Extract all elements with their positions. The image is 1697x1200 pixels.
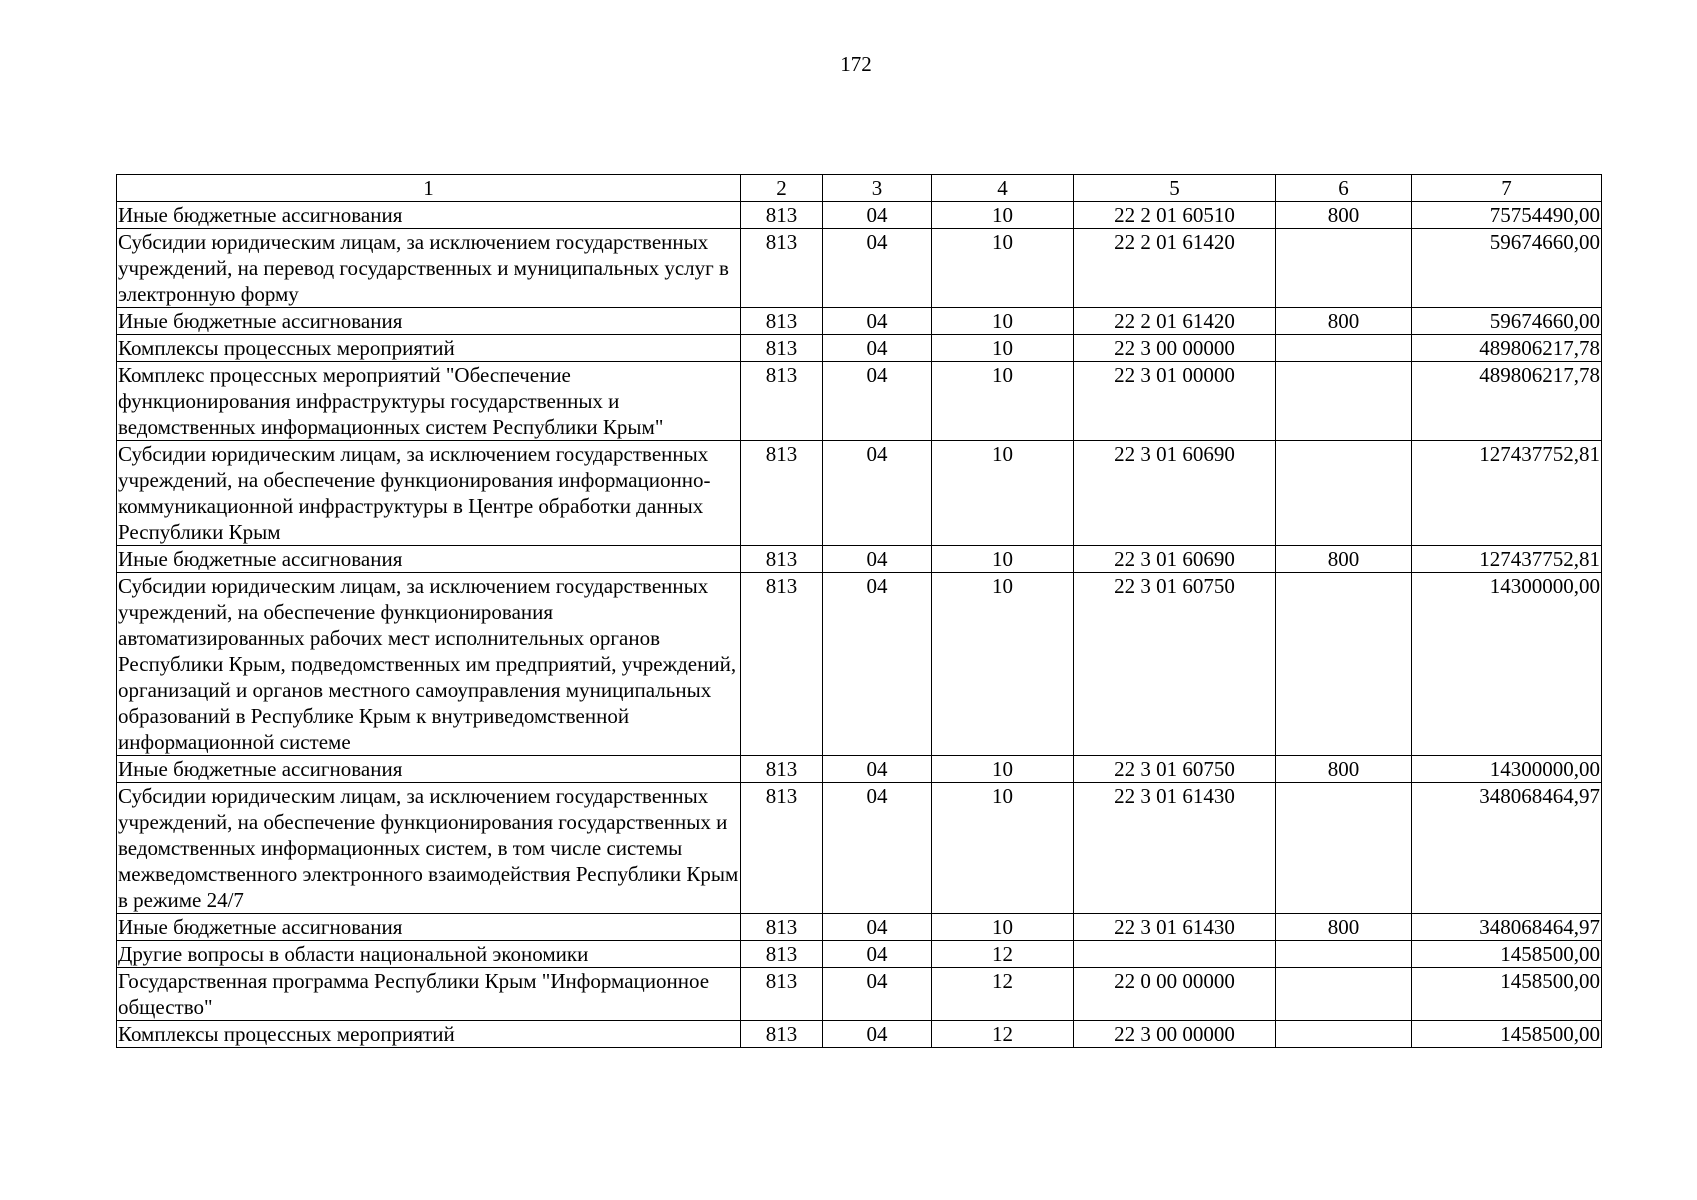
table-row bbox=[117, 914, 1602, 941]
table-row bbox=[117, 573, 1602, 756]
target-article-code: 22 3 00 00000 bbox=[1074, 335, 1276, 362]
section-code: 04 bbox=[823, 441, 932, 546]
expense-type-code: 800 bbox=[1276, 202, 1412, 229]
row-name: Комплекс процессных мероприятий "Обеспечение функционирования инфраструктуры государственных и ведомственных информационных систем Республики Крым" bbox=[117, 362, 741, 441]
expense-type-code bbox=[1276, 229, 1412, 308]
section-code: 04 bbox=[823, 335, 932, 362]
section-code: 04 bbox=[823, 202, 932, 229]
target-article-code: 22 2 01 61420 bbox=[1074, 229, 1276, 308]
row-name: Государственная программа Республики Крым "Информационное общество" bbox=[117, 968, 741, 1021]
amount: 348068464,97 bbox=[1412, 914, 1602, 941]
subsection-code: 12 bbox=[932, 941, 1074, 968]
column-header: 1 bbox=[117, 175, 741, 202]
ministry-code: 813 bbox=[741, 914, 823, 941]
page-number: 172 bbox=[840, 52, 872, 76]
expense-type-code bbox=[1276, 1021, 1412, 1048]
expense-type-code: 800 bbox=[1276, 546, 1412, 573]
table-row bbox=[117, 441, 1602, 546]
amount: 59674660,00 bbox=[1412, 308, 1602, 335]
target-article-code: 22 2 01 61420 bbox=[1074, 308, 1276, 335]
row-name: Субсидии юридическим лицам, за исключением государственных учреждений, на обеспечение функционирования государственных и ведомственных информационных систем, в том числе системы межведомственного электронного взаимодействия Республики Крым в режиме 24/7 bbox=[117, 783, 741, 914]
subsection-code: 10 bbox=[932, 573, 1074, 756]
ministry-code: 813 bbox=[741, 783, 823, 914]
table-row bbox=[117, 941, 1602, 968]
target-article-code: 22 3 00 00000 bbox=[1074, 1021, 1276, 1048]
target-article-code: 22 3 01 60690 bbox=[1074, 441, 1276, 546]
amount: 59674660,00 bbox=[1412, 229, 1602, 308]
target-article-code bbox=[1074, 941, 1276, 968]
column-header: 7 bbox=[1412, 175, 1602, 202]
section-code: 04 bbox=[823, 546, 932, 573]
subsection-code: 12 bbox=[932, 1021, 1074, 1048]
table-row bbox=[117, 546, 1602, 573]
amount: 75754490,00 bbox=[1412, 202, 1602, 229]
target-article-code: 22 3 01 60750 bbox=[1074, 756, 1276, 783]
subsection-code: 12 bbox=[932, 968, 1074, 1021]
section-code: 04 bbox=[823, 229, 932, 308]
section-code: 04 bbox=[823, 783, 932, 914]
target-article-code: 22 3 01 00000 bbox=[1074, 362, 1276, 441]
expense-type-code bbox=[1276, 941, 1412, 968]
table-row bbox=[117, 229, 1602, 308]
ministry-code: 813 bbox=[741, 229, 823, 308]
target-article-code: 22 3 01 60690 bbox=[1074, 546, 1276, 573]
ministry-code: 813 bbox=[741, 362, 823, 441]
ministry-code: 813 bbox=[741, 573, 823, 756]
target-article-code: 22 3 01 61430 bbox=[1074, 783, 1276, 914]
section-code: 04 bbox=[823, 1021, 932, 1048]
ministry-code: 813 bbox=[741, 756, 823, 783]
amount: 127437752,81 bbox=[1412, 441, 1602, 546]
table-row bbox=[117, 202, 1602, 229]
expense-type-code bbox=[1276, 441, 1412, 546]
row-name: Иные бюджетные ассигнования bbox=[117, 756, 741, 783]
amount: 348068464,97 bbox=[1412, 783, 1602, 914]
target-article-code: 22 3 01 61430 bbox=[1074, 914, 1276, 941]
table-row bbox=[117, 968, 1602, 1021]
ministry-code: 813 bbox=[741, 1021, 823, 1048]
target-article-code: 22 2 01 60510 bbox=[1074, 202, 1276, 229]
expense-type-code: 800 bbox=[1276, 756, 1412, 783]
column-header: 5 bbox=[1074, 175, 1276, 202]
ministry-code: 813 bbox=[741, 546, 823, 573]
table-row bbox=[117, 1021, 1602, 1048]
column-header: 3 bbox=[823, 175, 932, 202]
section-code: 04 bbox=[823, 362, 932, 441]
subsection-code: 10 bbox=[932, 914, 1074, 941]
subsection-code: 10 bbox=[932, 229, 1074, 308]
column-header: 4 bbox=[932, 175, 1074, 202]
section-code: 04 bbox=[823, 308, 932, 335]
ministry-code: 813 bbox=[741, 941, 823, 968]
row-name: Субсидии юридическим лицам, за исключением государственных учреждений, на перевод государственных и муниципальных услуг в электронную форму bbox=[117, 229, 741, 308]
ministry-code: 813 bbox=[741, 441, 823, 546]
subsection-code: 10 bbox=[932, 202, 1074, 229]
subsection-code: 10 bbox=[932, 783, 1074, 914]
amount: 1458500,00 bbox=[1412, 941, 1602, 968]
row-name: Субсидии юридическим лицам, за исключением государственных учреждений, на обеспечение функционирования автоматизированных рабочих мест исполнительных органов Республики Крым, подведомственных им предприятий, учреждений, организаций и органов местного самоуправления муниципальных образований в Республике Крым к внутриведомственной информационной системе bbox=[117, 573, 741, 756]
row-name: Комплексы процессных мероприятий bbox=[117, 335, 741, 362]
amount: 489806217,78 bbox=[1412, 335, 1602, 362]
table-row bbox=[117, 362, 1602, 441]
column-header: 6 bbox=[1276, 175, 1412, 202]
subsection-code: 10 bbox=[932, 546, 1074, 573]
amount: 14300000,00 bbox=[1412, 756, 1602, 783]
row-name: Иные бюджетные ассигнования bbox=[117, 546, 741, 573]
table-row bbox=[117, 335, 1602, 362]
row-name: Иные бюджетные ассигнования bbox=[117, 308, 741, 335]
amount: 1458500,00 bbox=[1412, 1021, 1602, 1048]
subsection-code: 10 bbox=[932, 756, 1074, 783]
ministry-code: 813 bbox=[741, 308, 823, 335]
row-name: Комплексы процессных мероприятий bbox=[117, 1021, 741, 1048]
expense-type-code bbox=[1276, 573, 1412, 756]
subsection-code: 10 bbox=[932, 362, 1074, 441]
expense-type-code bbox=[1276, 335, 1412, 362]
section-code: 04 bbox=[823, 914, 932, 941]
table-row bbox=[117, 783, 1602, 914]
expense-type-code: 800 bbox=[1276, 914, 1412, 941]
table-row bbox=[117, 756, 1602, 783]
ministry-code: 813 bbox=[741, 968, 823, 1021]
section-code: 04 bbox=[823, 941, 932, 968]
section-code: 04 bbox=[823, 968, 932, 1021]
amount: 14300000,00 bbox=[1412, 573, 1602, 756]
amount: 489806217,78 bbox=[1412, 362, 1602, 441]
section-code: 04 bbox=[823, 573, 932, 756]
row-name: Иные бюджетные ассигнования bbox=[117, 914, 741, 941]
expense-type-code bbox=[1276, 783, 1412, 914]
expense-type-code bbox=[1276, 968, 1412, 1021]
section-code: 04 bbox=[823, 756, 932, 783]
subsection-code: 10 bbox=[932, 335, 1074, 362]
amount: 127437752,81 bbox=[1412, 546, 1602, 573]
target-article-code: 22 3 01 60750 bbox=[1074, 573, 1276, 756]
column-header: 2 bbox=[741, 175, 823, 202]
ministry-code: 813 bbox=[741, 202, 823, 229]
subsection-code: 10 bbox=[932, 441, 1074, 546]
table-row bbox=[117, 308, 1602, 335]
table-header-row bbox=[117, 175, 1602, 202]
row-name: Субсидии юридическим лицам, за исключением государственных учреждений, на обеспечение функционирования информационно-коммуникационной инфраструктуры в Центре обработки данных Республики Крым bbox=[117, 441, 741, 546]
budget-table bbox=[116, 174, 1602, 1048]
ministry-code: 813 bbox=[741, 335, 823, 362]
expense-type-code: 800 bbox=[1276, 308, 1412, 335]
subsection-code: 10 bbox=[932, 308, 1074, 335]
amount: 1458500,00 bbox=[1412, 968, 1602, 1021]
expense-type-code bbox=[1276, 362, 1412, 441]
row-name: Другие вопросы в области национальной экономики bbox=[117, 941, 741, 968]
row-name: Иные бюджетные ассигнования bbox=[117, 202, 741, 229]
target-article-code: 22 0 00 00000 bbox=[1074, 968, 1276, 1021]
